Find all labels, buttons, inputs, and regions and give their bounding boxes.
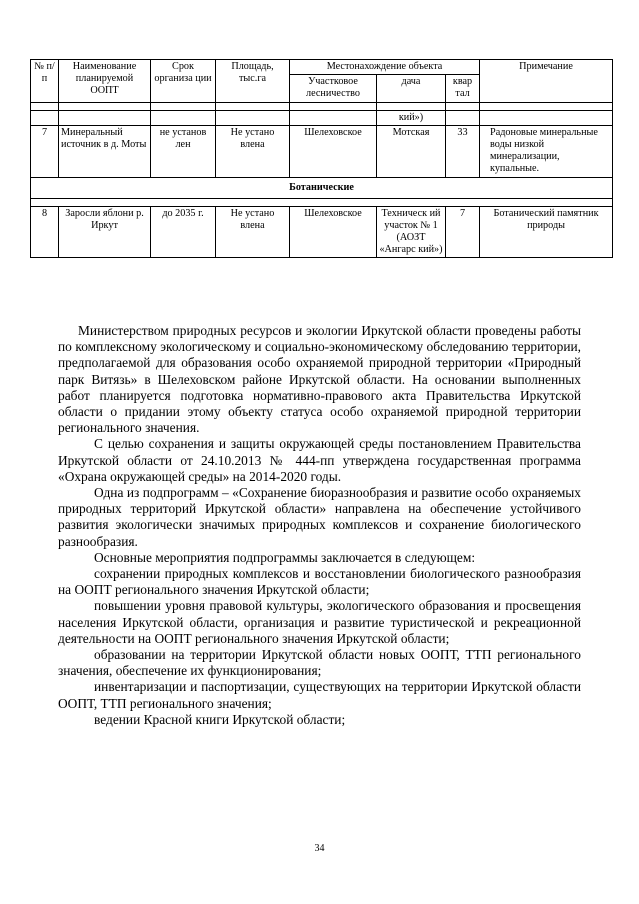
paragraph: инвентаризации и паспортизации, существующих на территории Иркутской области ООПТ, ТТП регионального значения; [58, 679, 581, 711]
table-row [31, 125, 613, 177]
page-number: 34 [314, 843, 325, 854]
row8-term: до 2035 г. [151, 206, 216, 258]
row7-kvartal: 33 [446, 125, 480, 177]
header-num: № п/п [31, 60, 59, 103]
table-spacer-row [31, 198, 613, 206]
row7-area: Не устано влена [216, 125, 290, 177]
row7-forestry: Шелеховское [290, 125, 377, 177]
row7-term: не установ лен [151, 125, 216, 177]
header-forestry: Участковое лесничество [290, 75, 377, 102]
row8-forestry: Шелеховское [290, 206, 377, 258]
row8-dacha: Техническ ий участок № 1 (АОЗТ «Ангарс кий») [377, 206, 446, 258]
paragraph: образовании на территории Иркутской области новых ООПТ, ТТП регионального значения, обеспечение их функционирования; [58, 647, 581, 679]
row7-note: Радоновые минеральные воды низкой минерализации, купальные. [480, 125, 613, 177]
row8-num: 8 [31, 206, 59, 258]
header-kvartal: квар тал [446, 75, 480, 102]
paragraph: Министерством природных ресурсов и экологии Иркутской области проведены работы по комплексному экологическому и социально-экономическому обследованию территории, предполагаемой для образования особо охраняемой природной территории «Природный парк Витязь» в Шелеховском районе Иркутской области. На основании выполненных работ планируется подготовка нормативно-правового акта Правительства Иркутской области о придании этому объекту статуса особо охраняемой природной территории регионального значения. [58, 323, 581, 436]
row8-kvartal: 7 [446, 206, 480, 258]
header-note: Примечание [480, 60, 613, 103]
header-term: Срок организа ции [151, 60, 216, 103]
table-header-row [31, 60, 613, 75]
header-name: Наименование планируемой ООПТ [59, 60, 151, 103]
header-dacha: дача [377, 75, 446, 102]
table-continuation-row [31, 110, 613, 125]
paragraph: ведении Красной книги Иркутской области; [94, 711, 346, 727]
paragraph: повышении уровня правовой культуры, экологического образования и просвещения населения Иркутской области, организация и развитие туристической и рекреационной деятельности на ООПТ регионального значения Иркутской области; [58, 598, 581, 646]
continuation-dacha: кий») [377, 110, 446, 125]
row8-note: Ботанический памятник природы [480, 206, 613, 258]
table-row [31, 206, 613, 258]
header-area: Площадь, тыс.га [216, 60, 290, 103]
table-section-row [31, 177, 613, 198]
row7-dacha: Мотская [377, 125, 446, 177]
paragraph: Основные мероприятия подпрограммы заключается в следующем: [94, 549, 476, 565]
section-label: Ботанические [31, 177, 613, 198]
oopt-table [30, 59, 613, 258]
paragraph: С целью сохранения и защиты окружающей среды постановлением Правительства Иркутской области от 24.10.2013 № 444-пп утверждена государственная программа «Охрана окружающей среды» на 2014-2020 годы. [58, 436, 581, 484]
row7-num: 7 [31, 125, 59, 177]
row8-name: Заросли яблони р. Иркут [59, 206, 151, 258]
paragraph: сохранении природных комплексов и восстановлении биологического разнообразия на ООПТ регионального значения Иркутской области; [58, 566, 581, 598]
row7-name: Минеральный источник в д. Моты [59, 125, 151, 177]
paragraph: Одна из подпрограмм – «Сохранение биоразнообразия и развитие особо охраняемых природных территорий Иркутской области» направлена на обеспечение устойчивого развития экологически значимых природных комплексов и сохранение биологического разнообразия. [58, 485, 581, 549]
row8-area: Не устано влена [216, 206, 290, 258]
header-location: Местонахождение объекта [290, 60, 480, 75]
body-text [58, 323, 581, 728]
table-spacer-row [31, 102, 613, 110]
